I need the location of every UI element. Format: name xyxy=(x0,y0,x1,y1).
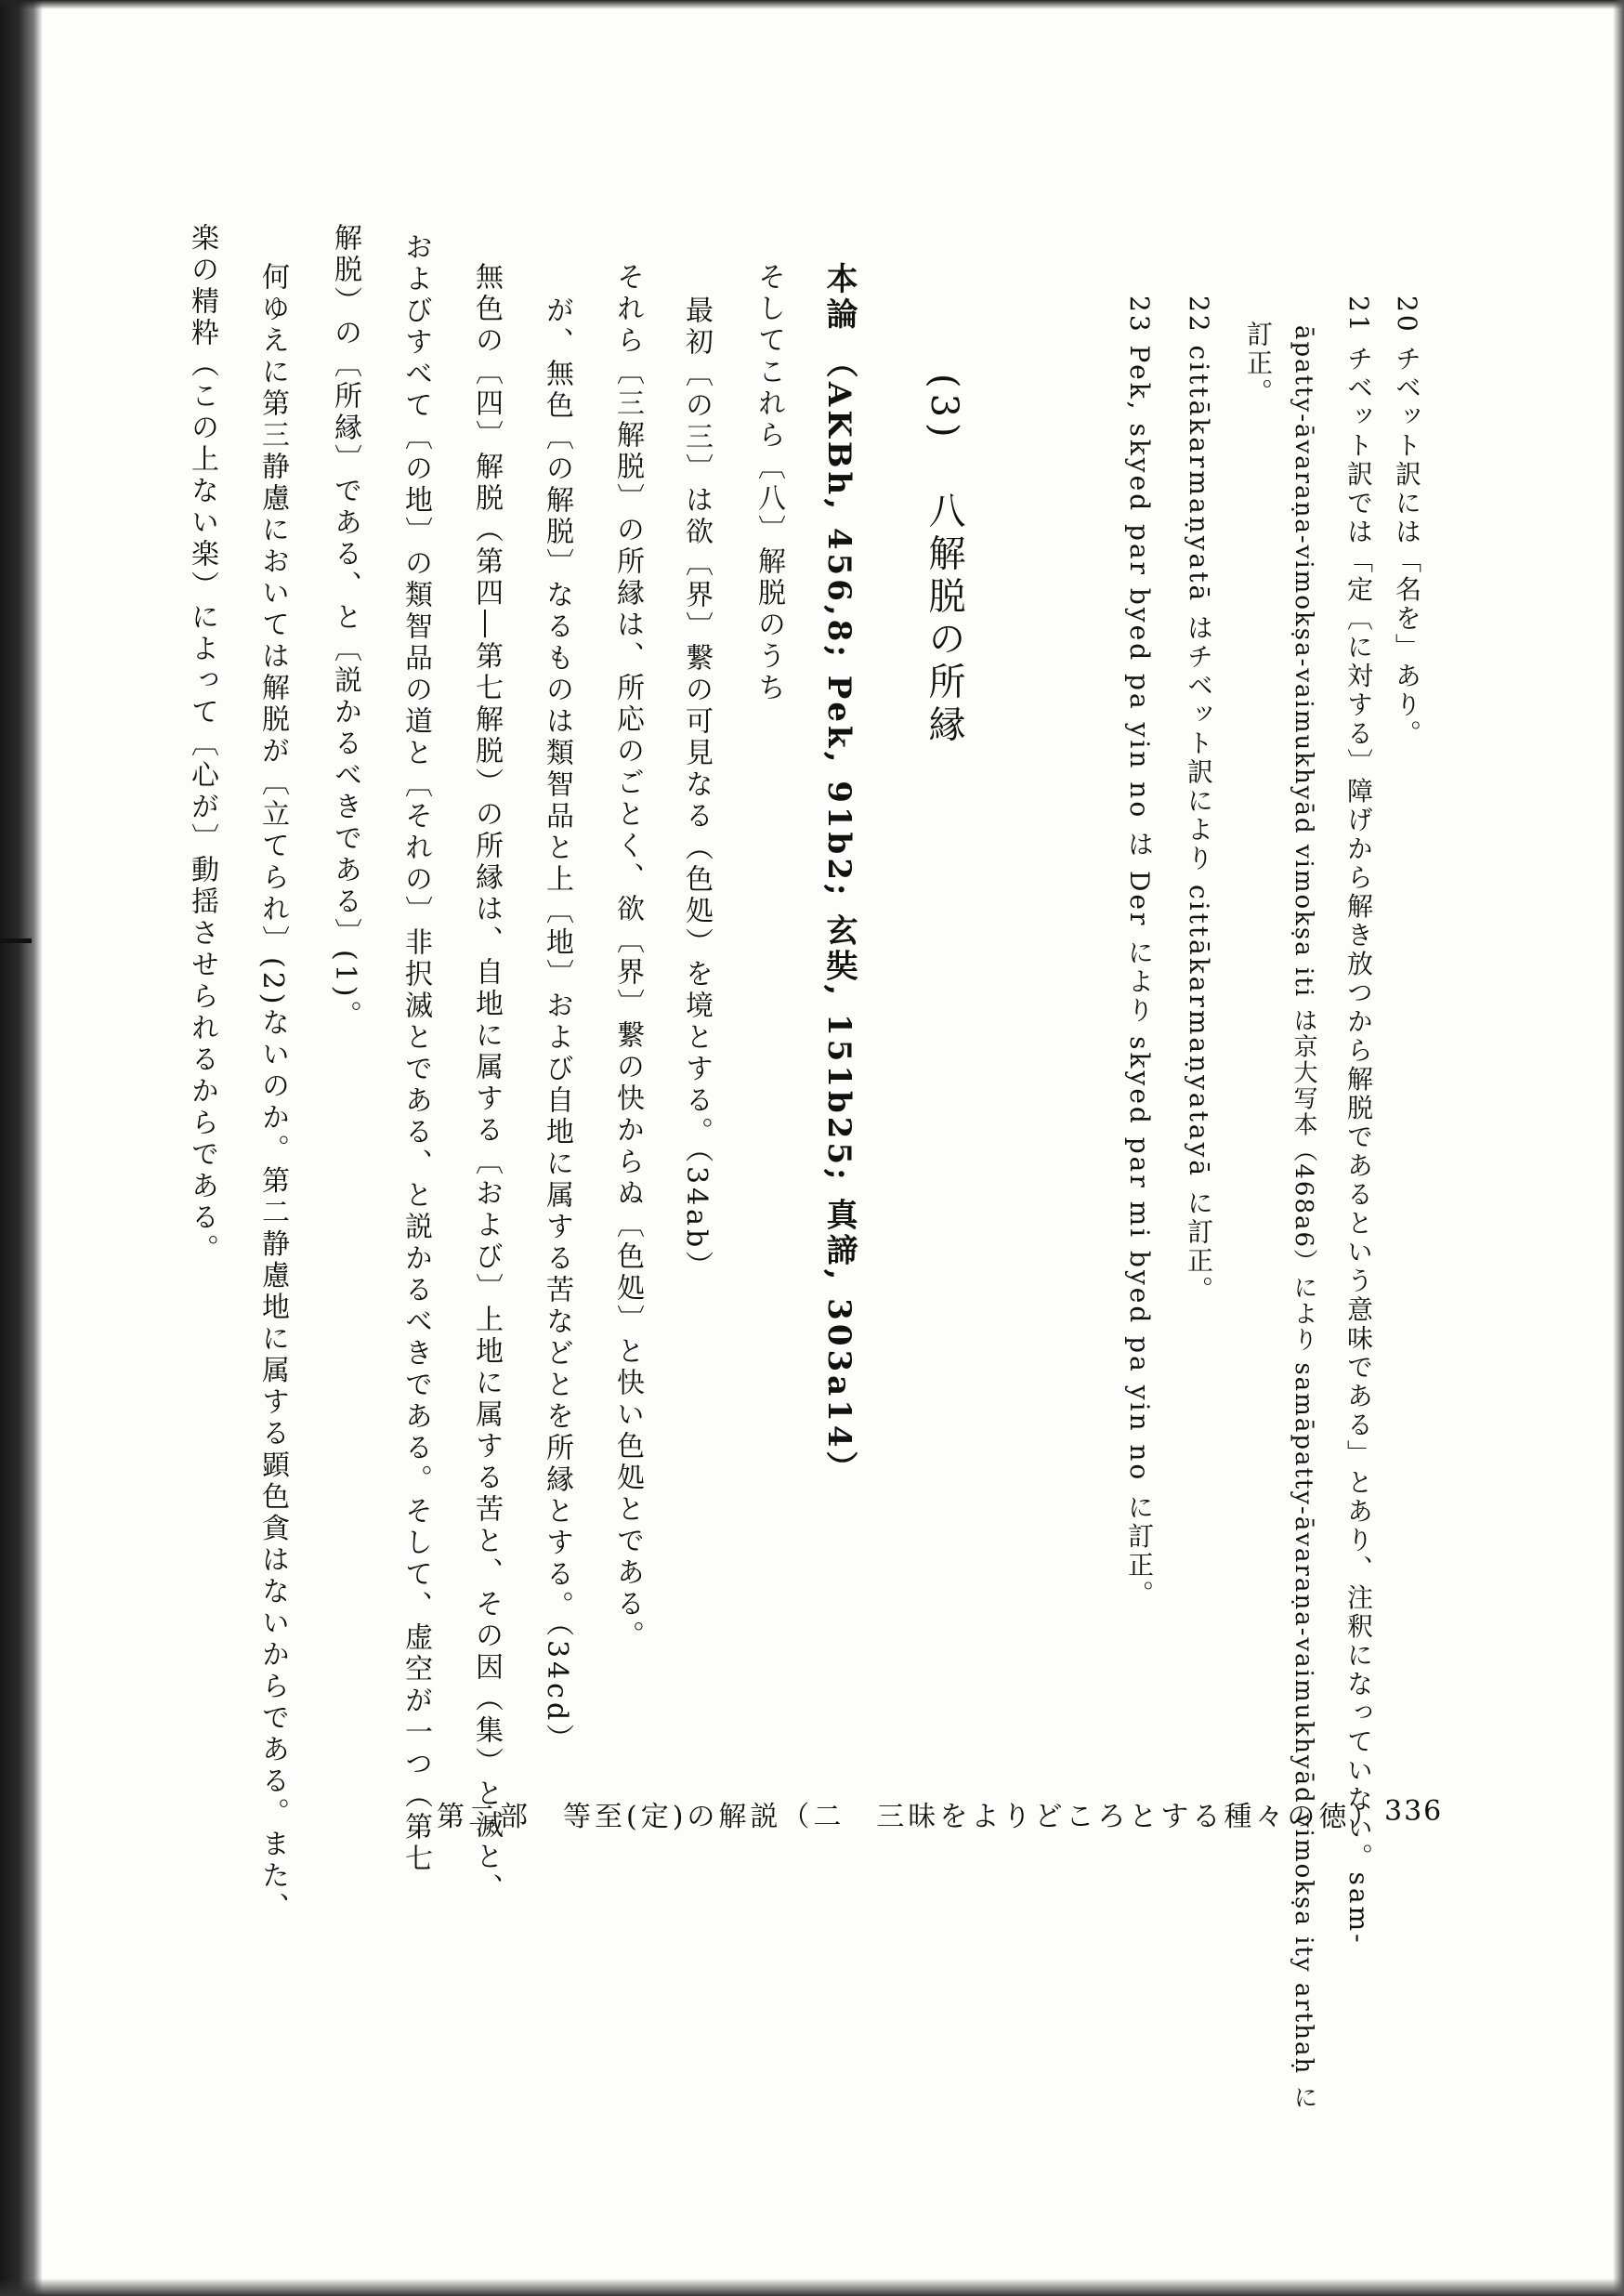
note-number: 21 xyxy=(1343,295,1374,335)
running-title: 第二部 等至(定)の解説（二 三昧をよりどころとする種々の徳） xyxy=(437,1801,1382,1833)
section-title: 八解脱の所縁 xyxy=(923,491,965,748)
intro-line: そしてこれら〔八〕解脱のうち xyxy=(753,262,785,704)
source-citation: （AKBh, 456,8; Pek, 91b2; 玄奘, 151b25; 真諦, 303a14） xyxy=(820,346,858,1487)
note-number: 20 xyxy=(1392,295,1422,335)
source-reference xyxy=(820,262,858,1487)
note-text: cittākarmaṇyatā はチベット訳により cittākarmaṇyatayā に訂正。 xyxy=(1184,345,1214,1305)
note-text: チベット訳では「定〔に対する〕障げから解き放つから解脱であるという意味である」とあり、注釈になっていない。sam- xyxy=(1343,345,1374,1946)
note-text: 訂正。 xyxy=(1243,321,1274,407)
page-edge-bottom xyxy=(0,2278,1624,2296)
source-label: 本論 xyxy=(820,262,858,333)
note-21-end xyxy=(1243,321,1274,407)
note-23 xyxy=(1124,295,1155,1609)
note-text: āpatty-āvaraṇa-vimokṣa-vaimukhyād vimokṣa iti は京大写本（468a6）により samāpatty-āvaraṇa-vaimukhyād vimokṣa ity arthaḥ に xyxy=(1290,325,1317,2111)
note-21 xyxy=(1343,295,1374,1946)
section-heading xyxy=(925,374,963,747)
page-edge-top xyxy=(0,0,1624,9)
note-21-cont xyxy=(1291,325,1316,2111)
page-edge-right xyxy=(1613,0,1624,2296)
binding-mark xyxy=(0,938,32,943)
body-line-2: が、無色〔の解脱〕なるものは類智品と上〔地〕および自地に属する苦などとを所縁とする。（34cd） xyxy=(541,295,573,1756)
note-number: 23 xyxy=(1124,295,1155,335)
note-number: 22 xyxy=(1184,295,1214,335)
note-20 xyxy=(1394,295,1420,749)
body-line-4: およびすべて〔の地〕の類智品の道と〔それの〕非択滅とである、と説かるべきである。そして、虚空が一つ（第七 xyxy=(399,232,432,1875)
page-number: 336 xyxy=(1384,1795,1444,1828)
note-text: チベット訳には「名を」あり。 xyxy=(1392,345,1422,749)
section-number: (3) xyxy=(923,374,965,443)
body-line-6: 何ゆえに第三静慮においては解脱が〔立てられ〕(2)ないのか。第二静慮地に属する顕色貪はないからである。また、 xyxy=(256,262,289,1924)
body-line-5: 解脱）の〔所縁〕である、と〔説かるべきである〕(1)。 xyxy=(329,223,361,1032)
binding-shadow-left xyxy=(0,0,43,2296)
verse-34ab: 最初〔の三〕は欲〔界〕繋の可見なる（色処）を境とする。（34ab） xyxy=(680,295,713,1283)
body-line-7: 楽の精粋（この上ない楽）によって〔心が〕動揺させられるからである。 xyxy=(186,223,218,1266)
body-line-3: 無色の〔四〕解脱（第四―第七解脱）の所縁は、自地に属する〔および〕上地に属する苦と、その因（集）と滅と、 xyxy=(470,262,503,1905)
note-text: Pek, skyed par byed pa yin no は Der により skyed par mi byed pa yin no に訂正。 xyxy=(1124,345,1155,1609)
note-22 xyxy=(1184,295,1214,1305)
body-line-1: それら〔三解脱〕の所縁は、所応のごとく、欲〔界〕繋の快からぬ〔色処〕と快い色処とである。 xyxy=(611,262,644,1652)
